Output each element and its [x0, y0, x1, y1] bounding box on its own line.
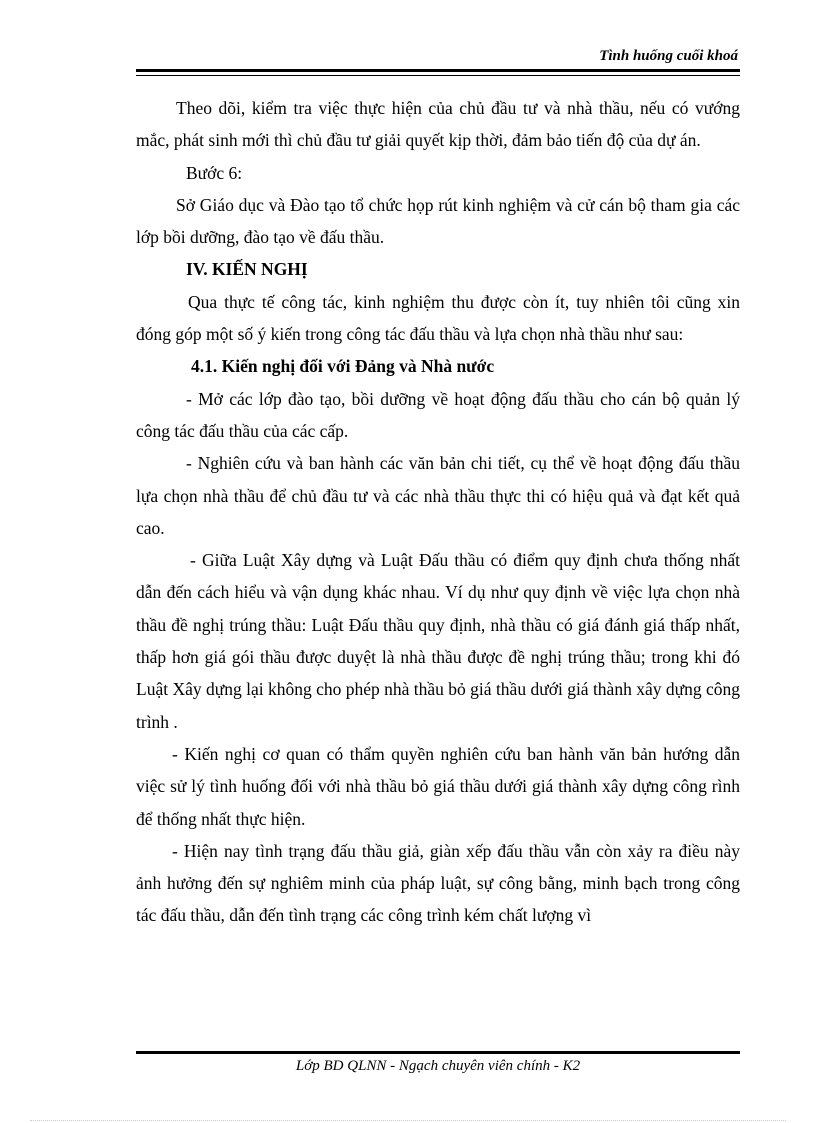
section-heading-recommendations: IV. KIẾN NGHỊ [186, 259, 308, 280]
footer-text: Lớp BD QLNN - Ngạch chuyên viên chính - K2 [295, 1058, 581, 1074]
subsection-heading-party-state: 4.1. Kiến nghị đối với Đảng và Nhà nước [191, 356, 495, 377]
paragraph-monitoring: Theo dõi, kiểm tra việc thực hiện của chủ đầu tư và nhà thầu, nếu có vướng mắc, phát sinh mới thì chủ đầu tư giải quyết kịp thời, đảm bảo tiến độ của dự án. [136, 98, 740, 151]
bullet-guidance-request: - Kiến nghị cơ quan có thẩm quyền nghiên cứu ban hành văn bản hướng dẫn việc sử lý tình huống đối với nhà thầu bỏ giá thầu dưới giá thành xây dựng công rình để thống nhất thực hiện. [136, 743, 740, 829]
page-body [136, 92, 740, 932]
bullet-law-inconsistency: - Giữa Luật Xây dựng và Luật Đấu thầu có điểm quy định chưa thống nhất dẫn đến cách hiểu và vận dụng khác nhau. Ví dụ như quy định về việc lựa chọn nhà thầu đề nghị trúng thầu: Luật Đấu thầu quy định, nhà thầu có giá đánh giá thấp nhất, thấp hơn giá gói thầu được duyệt là nhà thầu được đề nghị trúng thầu; trong khi đó Luật Xây dựng lại không cho phép nhà thầu bỏ giá thầu dưới giá thành xây dựng công trình . [136, 550, 740, 732]
step-6-label: Bước 6: [186, 162, 243, 183]
header-rule-thin [136, 75, 740, 76]
paragraph-intro-recommendations: Qua thực tế công tác, kinh nghiệm thu được còn ít, tuy nhiên tôi cũng xin đóng góp một số ý kiến trong công tác đấu thầu và lựa chọn nhà thầu như sau: [136, 291, 740, 345]
footer-rule [136, 1051, 740, 1054]
paragraph-training-department: Sở Giáo dục và Đào tạo tổ chức họp rút kinh nghiệm và cử cán bộ tham gia các lớp bồi dưỡng, đào tạo về đấu thầu. [136, 194, 740, 248]
bullet-fake-bidding: - Hiện nay tình trạng đấu thầu giả, giàn xếp đấu thầu vẫn còn xảy ra điều này ảnh hưởng đến sự nghiêm minh của pháp luật, sự công bằng, minh bạch trong công tác đấu thầu, dẫn đến tình trạng các công trình kém chất lượng vì [136, 840, 740, 926]
bullet-training-classes: - Mở các lớp đào tạo, bồi dưỡng về hoạt động đấu thầu cho cán bộ quản lý công tác đấu thầu của các cấp. [136, 388, 740, 441]
header-rule-thick [136, 69, 740, 72]
header-title: Tình huống cuối khoá [599, 48, 738, 64]
page-bottom-border [30, 1120, 786, 1121]
bullet-research-documents: - Nghiên cứu và ban hành các văn bản chi tiết, cụ thể về hoạt động đấu thầu lựa chọn nhà thầu để chủ đầu tư và các nhà thầu thực thi có hiệu quả và đạt kết quả cao. [136, 453, 740, 538]
